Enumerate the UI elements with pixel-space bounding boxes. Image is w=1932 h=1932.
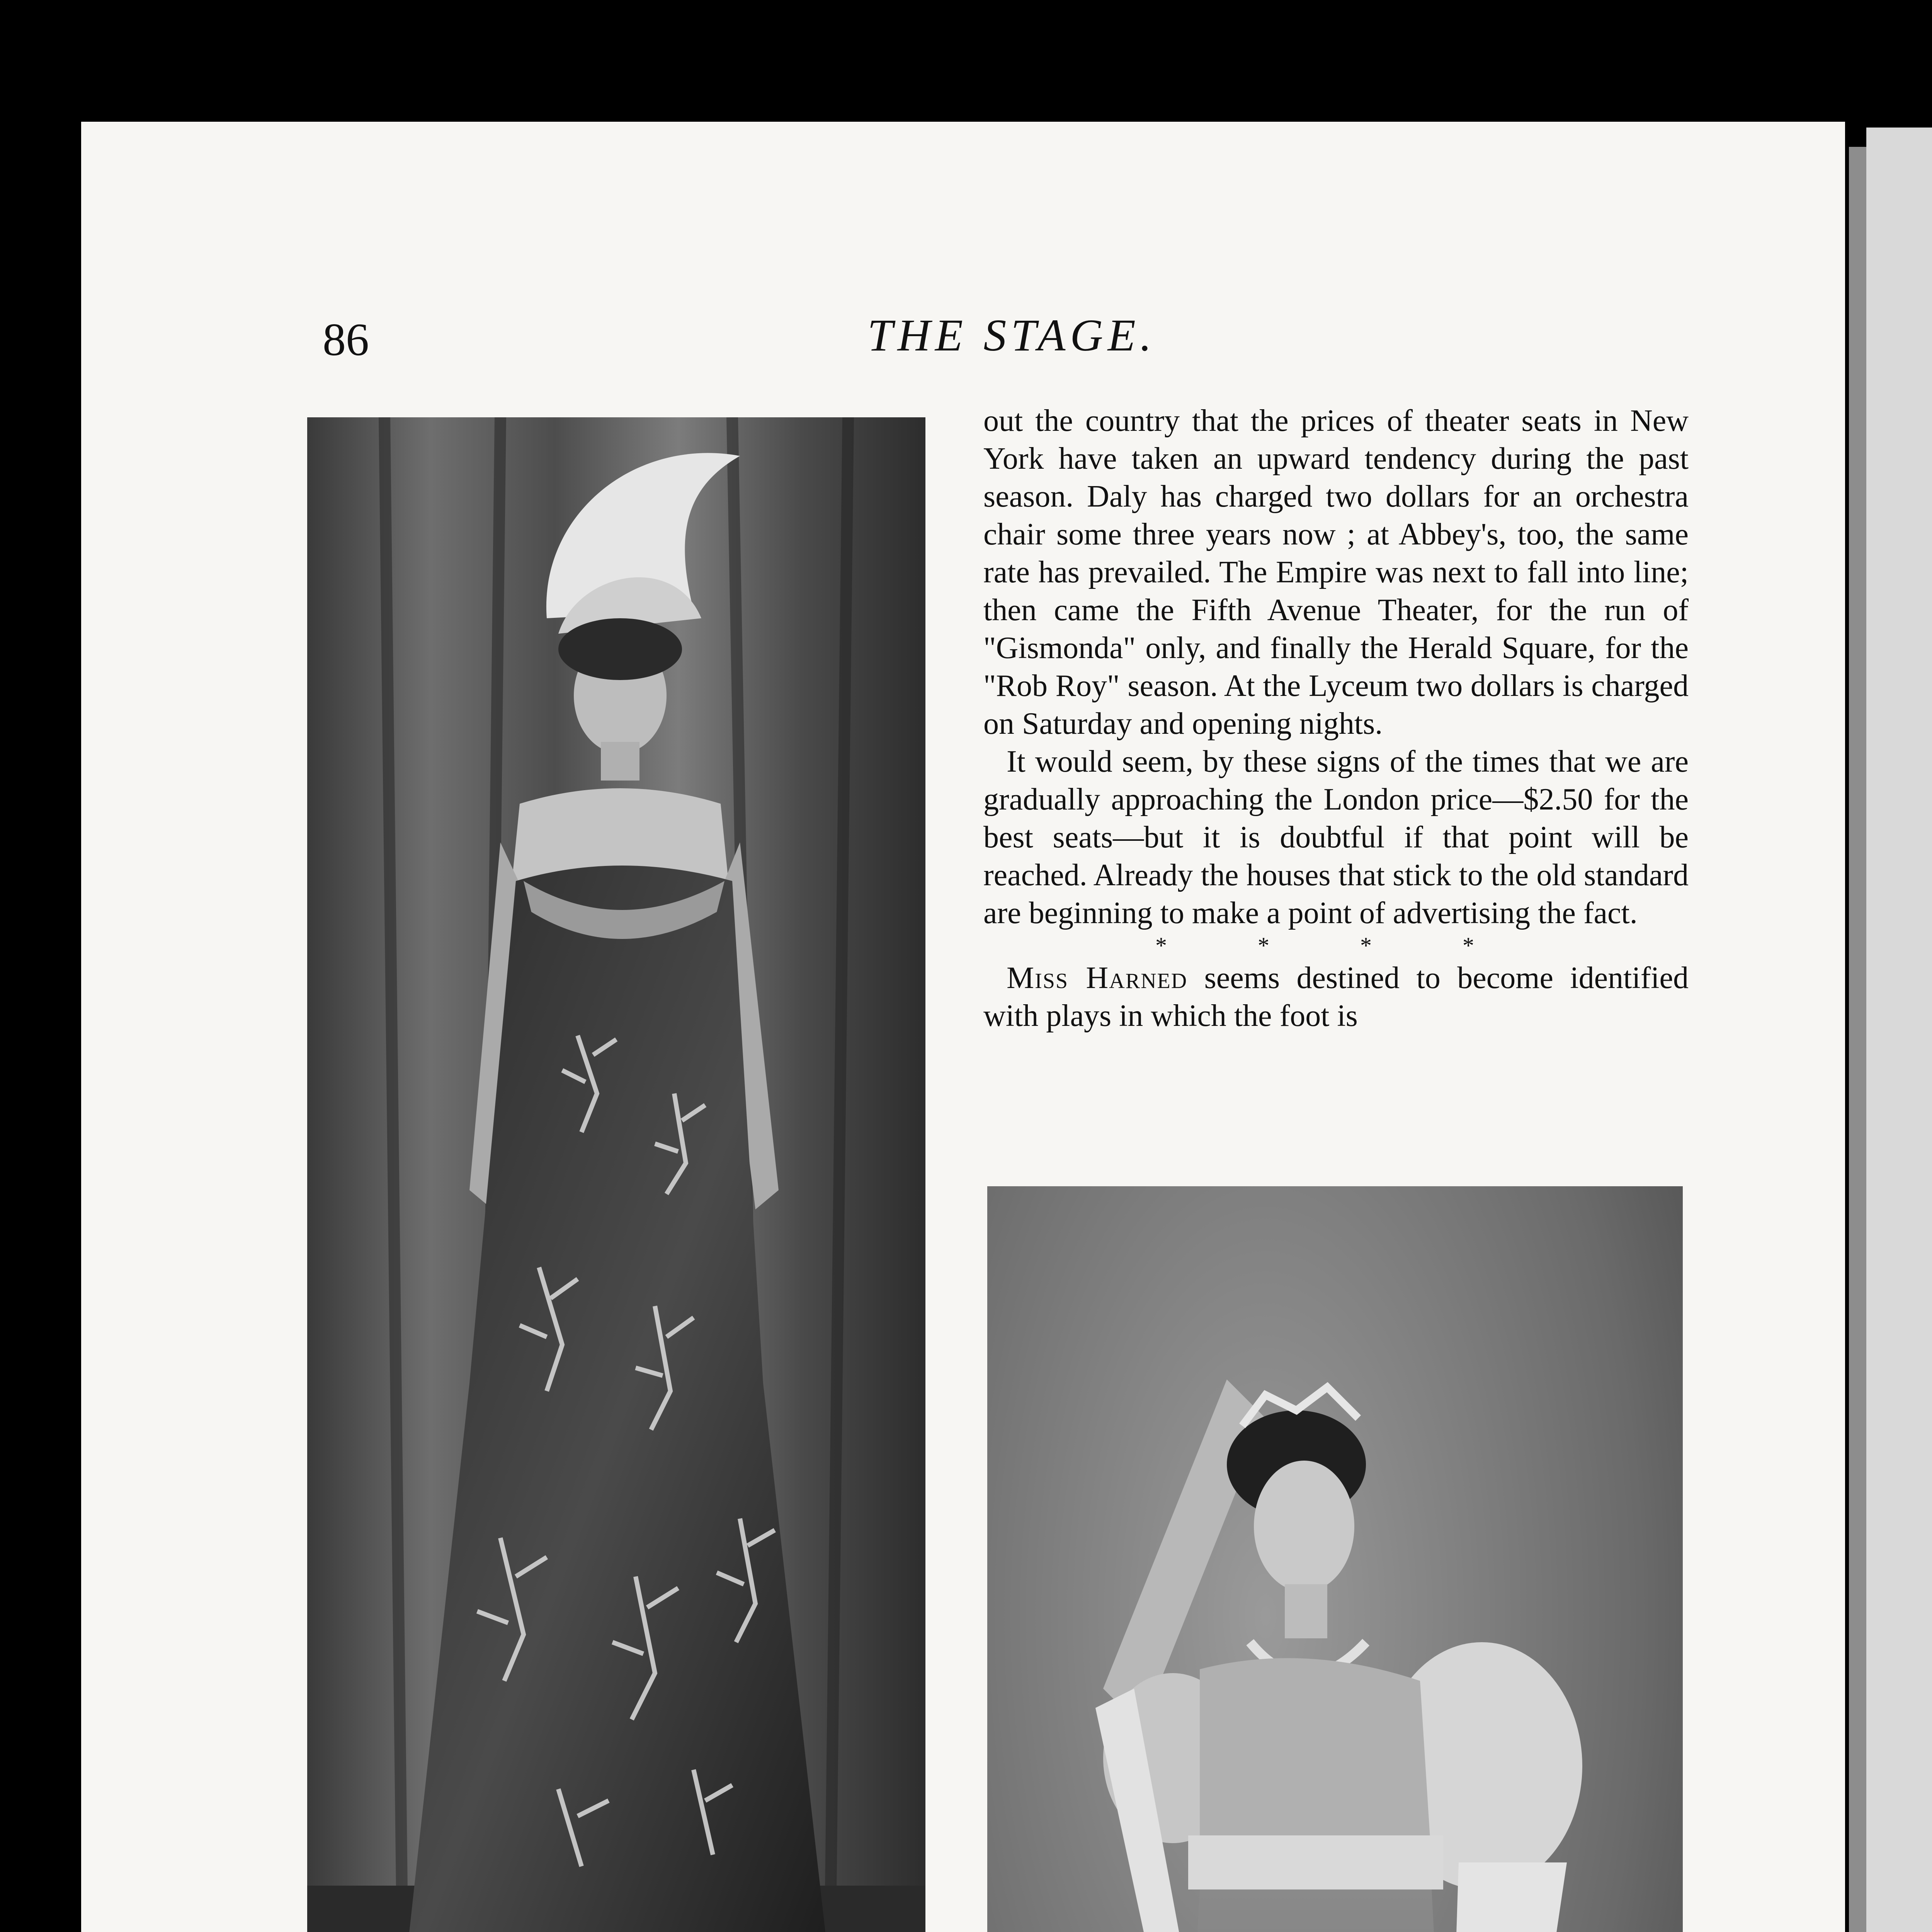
photo-agnes-sorel — [307, 417, 925, 1932]
adjacent-page — [1866, 128, 1932, 1932]
paragraph-text: seems destined to become identified with plays in which the foot is — [983, 961, 1689, 1033]
article-column-right — [983, 402, 1689, 1035]
paragraph — [983, 959, 1689, 1035]
paragraph: It would seem, by these signs of the times that we are gradually approaching the London price—$2.50 for the best seats—but it is doubtful if that point will be reached. Already the houses that stick to the old standard are beginning to make a point of advertising the fact. — [983, 745, 1689, 930]
lead-in: Miss Harned — [1007, 961, 1188, 995]
running-head: THE STAGE. — [867, 310, 1156, 361]
photo-mlle-drunzer — [987, 1186, 1683, 1932]
page-edge-shadow — [1849, 147, 1866, 1932]
paragraph: out the country that the prices of theater seats in New York have taken an upward tendency during the past season. Daly has charged two dollars for an orchestra chair some three years now ; at Abbey's, too, the same rate has prevailed. The Empire was next to fall into line; then came the Fifth Avenue Theater, for the run of "Gismonda" only, and finally the Herald Square, for the "Rob Roy" season. At the Lyceum two dollars is charged on Saturday and opening nights. — [983, 404, 1689, 741]
page-number: 86 — [323, 314, 369, 365]
section-divider: * * * * — [1155, 933, 1517, 958]
